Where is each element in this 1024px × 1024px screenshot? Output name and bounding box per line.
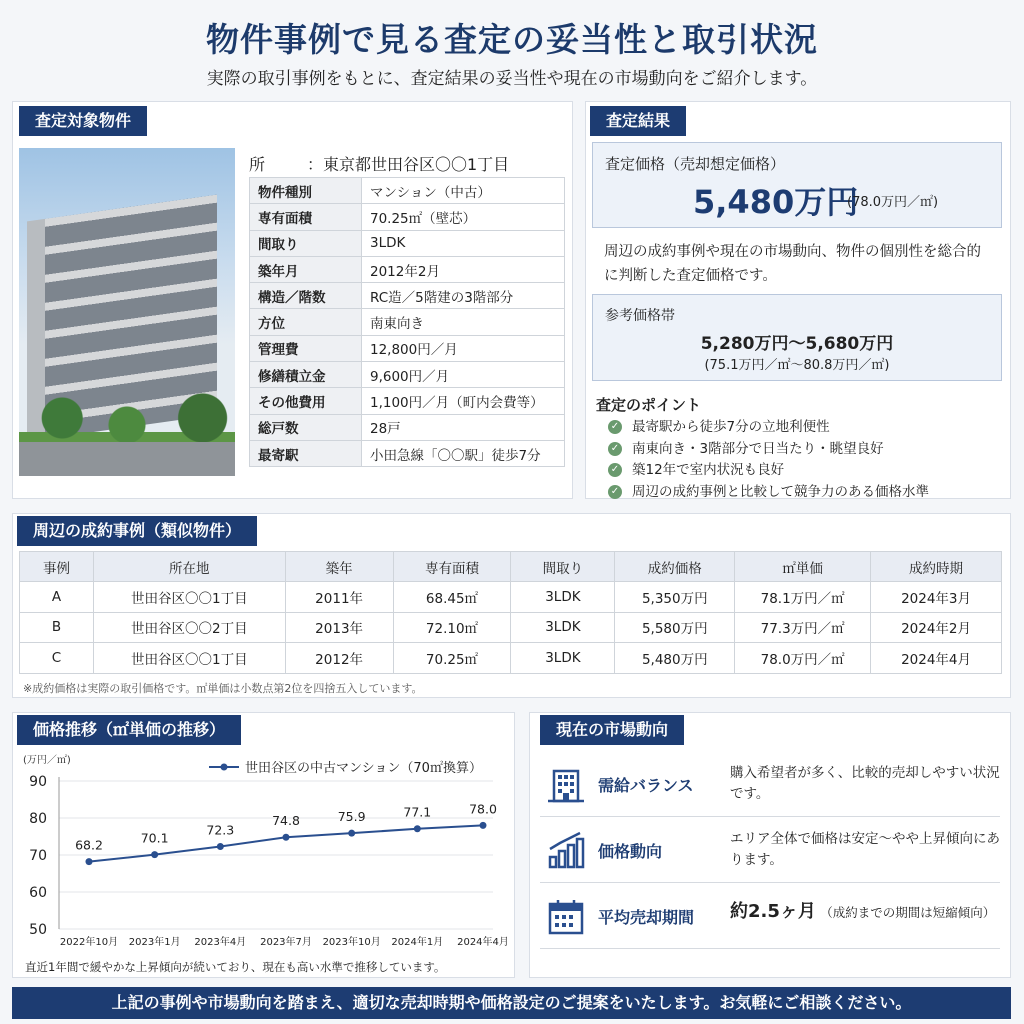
comps-header-cell: 専有面積 xyxy=(393,552,511,582)
table-row xyxy=(20,582,1002,613)
table-cell: B xyxy=(20,612,94,643)
result-section-title: 査定結果 xyxy=(590,106,686,136)
x-tick-label: 2023年4月 xyxy=(194,937,247,948)
legend-marker xyxy=(221,764,228,771)
spec-row xyxy=(250,283,565,309)
x-tick-label: 2024年1月 xyxy=(391,937,444,948)
spec-key: その他費用 xyxy=(250,388,362,414)
data-point xyxy=(151,851,158,858)
table-cell: 70.25㎡ xyxy=(393,643,511,674)
trend-section-title: 価格推移（㎡単価の推移） xyxy=(17,715,241,745)
footer-banner: 上記の事例や市場動向を踏まえ、適切な売却時期や価格設定のご提案をいたします。お気軽にご相談ください。 xyxy=(12,987,1011,1019)
spec-row xyxy=(250,178,565,204)
spec-row xyxy=(250,309,565,335)
market-row-period xyxy=(540,883,1000,949)
spec-row xyxy=(250,440,565,466)
point-item xyxy=(608,439,929,461)
point-text: 周辺の成約事例と比較して競争力のある価格水準 xyxy=(632,483,929,500)
market-panel xyxy=(529,712,1011,978)
trend-panel xyxy=(12,712,515,978)
table-cell: 2011年 xyxy=(285,582,393,613)
property-panel xyxy=(12,101,573,499)
property-address xyxy=(249,152,509,175)
data-label: 78.0 xyxy=(469,801,497,817)
table-cell: 3LDK xyxy=(511,582,615,613)
data-label: 70.1 xyxy=(140,830,169,846)
table-row xyxy=(20,643,1002,674)
building-photo xyxy=(19,148,235,476)
spec-key: 構造／階数 xyxy=(250,283,362,309)
comps-header-cell: 間取り xyxy=(511,552,615,582)
market-label: 価格動向 xyxy=(598,842,663,861)
table-cell: 5,350万円 xyxy=(615,582,735,613)
bar-chart-icon xyxy=(546,831,586,871)
spec-row xyxy=(250,230,565,256)
y-tick-label: 70 xyxy=(29,848,47,864)
data-point xyxy=(480,822,487,829)
address-value: ：東京都世田谷区〇〇1丁目 xyxy=(307,155,510,174)
table-cell: 77.3万円／㎡ xyxy=(735,612,871,643)
comps-section-title: 周辺の成約事例（類似物件） xyxy=(17,516,257,546)
price-label: 査定価格（売却想定価格） xyxy=(605,155,786,173)
table-cell: 78.0万円／㎡ xyxy=(735,643,871,674)
data-label: 68.2 xyxy=(75,837,103,853)
data-point xyxy=(283,834,290,841)
check-icon: ✓ xyxy=(608,463,622,477)
comps-table xyxy=(19,551,1002,674)
spec-row xyxy=(250,414,565,440)
points-list xyxy=(608,417,929,503)
table-cell: 世田谷区〇〇1丁目 xyxy=(93,582,285,613)
points-title: 査定のポイント xyxy=(596,396,702,414)
table-cell: 2024年3月 xyxy=(871,582,1002,613)
reference-unit: (75.1万円／㎡～80.8万円／㎡) xyxy=(704,358,890,373)
spec-value: 1,100円／月（町内会費等） xyxy=(362,388,565,414)
trend-note: 直近1年間で緩やかな上昇傾向が続いており、現在も高い水準で推移しています。 xyxy=(25,960,446,974)
market-text xyxy=(730,901,1000,924)
comps-header-cell: ㎡単価 xyxy=(735,552,871,582)
table-cell: 5,480万円 xyxy=(615,643,735,674)
y-tick-label: 60 xyxy=(29,885,47,901)
table-cell: 72.10㎡ xyxy=(393,612,511,643)
page-title: 物件事例で見る査定の妥当性と取引状況 xyxy=(206,20,818,59)
y-tick-label: 80 xyxy=(29,811,47,827)
x-tick-label: 2023年1月 xyxy=(128,937,181,948)
road xyxy=(19,442,235,476)
market-label: 平均売却期間 xyxy=(598,908,695,927)
data-label: 77.1 xyxy=(403,804,432,820)
spec-key: 修繕積立金 xyxy=(250,362,362,388)
property-section-title: 査定対象物件 xyxy=(19,106,147,136)
spec-row xyxy=(250,204,565,230)
comps-panel xyxy=(12,513,1011,698)
data-label: 75.9 xyxy=(337,809,366,825)
data-point xyxy=(86,858,93,865)
table-cell: 5,580万円 xyxy=(615,612,735,643)
comps-header-cell: 成約時期 xyxy=(871,552,1002,582)
table-cell: A xyxy=(20,582,94,613)
price-box xyxy=(592,142,1002,228)
comps-header-cell: 所在地 xyxy=(93,552,285,582)
spec-value: 12,800円／月 xyxy=(362,335,565,361)
spec-key: 間取り xyxy=(250,230,362,256)
check-icon: ✓ xyxy=(608,485,622,499)
market-row-supply xyxy=(540,751,1000,817)
spec-table xyxy=(249,177,565,467)
check-icon: ✓ xyxy=(608,420,622,434)
point-text: 南東向き・3階部分で日当たり・眺望良好 xyxy=(632,440,884,457)
market-section-title: 現在の市場動向 xyxy=(540,715,684,745)
reference-box xyxy=(592,294,1002,381)
point-text: 最寄駅から徒歩7分の立地利便性 xyxy=(632,419,830,435)
result-panel xyxy=(585,101,1011,499)
spec-value: RC造／5階建の3階部分 xyxy=(362,283,565,309)
spec-key: 管理費 xyxy=(250,335,362,361)
x-tick-label: 2024年4月 xyxy=(457,937,509,948)
spec-value: 3LDK xyxy=(362,230,565,256)
x-tick-label: 2022年10月 xyxy=(59,937,119,948)
point-item xyxy=(608,482,929,504)
point-text: 築12年で室内状況も良好 xyxy=(632,462,785,478)
table-cell: 2024年2月 xyxy=(871,612,1002,643)
spec-value: 28戸 xyxy=(362,414,565,440)
check-icon: ✓ xyxy=(608,442,622,456)
calendar-icon xyxy=(546,897,586,937)
table-row xyxy=(20,612,1002,643)
trees xyxy=(19,376,235,446)
data-point xyxy=(348,830,355,837)
building-icon xyxy=(546,765,586,805)
spec-key: 方位 xyxy=(250,309,362,335)
market-label: 需給バランス xyxy=(598,776,694,795)
y-tick-label: 90 xyxy=(29,774,47,790)
table-cell: 3LDK xyxy=(511,612,615,643)
x-tick-label: 2023年7月 xyxy=(260,937,312,948)
result-description: 周辺の成約事例や現在の市場動向、物件の個別性を総合的に判断した査定価格です。 xyxy=(604,244,981,284)
spec-key: 最寄駅 xyxy=(250,440,362,466)
y-axis-label: (万円／㎡) xyxy=(23,755,71,766)
price-per-sqm: (78.0万円／㎡) xyxy=(847,195,939,210)
spec-value: マンション（中古） xyxy=(362,178,565,204)
spec-key: 物件種別 xyxy=(250,178,362,204)
comps-header-cell: 築年 xyxy=(285,552,393,582)
table-cell: 3LDK xyxy=(511,643,615,674)
table-cell: C xyxy=(20,643,94,674)
legend-label: 世田谷区の中古マンション（70㎡換算） xyxy=(245,761,482,776)
address-label: 所 xyxy=(249,155,266,174)
point-item xyxy=(608,460,929,482)
price-value: 5,480万円 xyxy=(693,183,859,221)
table-cell: 2012年 xyxy=(285,643,393,674)
table-cell: 世田谷区〇〇2丁目 xyxy=(93,612,285,643)
data-label: 72.3 xyxy=(206,822,235,838)
data-point xyxy=(414,825,421,832)
table-cell: 78.1万円／㎡ xyxy=(735,582,871,613)
page-subtitle: 実際の取引事例をもとに、査定結果の妥当性や現在の市場動向をご紹介します。 xyxy=(206,69,818,89)
market-text: エリア全体で価格は安定～やや上昇傾向にあります。 xyxy=(730,831,1000,868)
data-point xyxy=(217,843,224,850)
price-trend-chart xyxy=(13,747,514,957)
comps-note: ※成約価格は実際の取引価格です。㎡単価は小数点第2位を四捨五入しています。 xyxy=(23,682,423,695)
spec-key: 築年月 xyxy=(250,256,362,282)
market-row-price xyxy=(540,817,1000,883)
spec-row xyxy=(250,362,565,388)
spec-value: 2012年2月 xyxy=(362,256,565,282)
spec-key: 専有面積 xyxy=(250,204,362,230)
market-big-value: 約2.5ヶ月 xyxy=(730,901,816,922)
spec-row xyxy=(250,256,565,282)
comps-header-cell: 成約価格 xyxy=(615,552,735,582)
point-item xyxy=(608,417,929,439)
spec-row xyxy=(250,335,565,361)
data-label: 74.8 xyxy=(272,813,300,829)
table-cell: 2013年 xyxy=(285,612,393,643)
table-cell: 世田谷区〇〇1丁目 xyxy=(93,643,285,674)
market-sub: （成約までの期間は短縮傾向） xyxy=(820,905,996,920)
reference-label: 参考価格帯 xyxy=(605,308,675,324)
y-tick-label: 50 xyxy=(29,922,47,938)
market-text: 購入希望者が多く、比較的売却しやすい状況です。 xyxy=(730,765,1000,802)
spec-value: 9,600円／月 xyxy=(362,362,565,388)
spec-key: 総戸数 xyxy=(250,414,362,440)
table-cell: 68.45㎡ xyxy=(393,582,511,613)
reference-range: 5,280万円～5,680万円 xyxy=(700,334,894,354)
x-tick-label: 2023年10月 xyxy=(322,937,381,948)
spec-value: 小田急線「〇〇駅」徒歩7分 xyxy=(362,440,565,466)
comps-header-cell: 事例 xyxy=(20,552,94,582)
spec-value: 70.25㎡（壁芯） xyxy=(362,204,565,230)
table-cell: 2024年4月 xyxy=(871,643,1002,674)
spec-value: 南東向き xyxy=(362,309,565,335)
spec-row xyxy=(250,388,565,414)
